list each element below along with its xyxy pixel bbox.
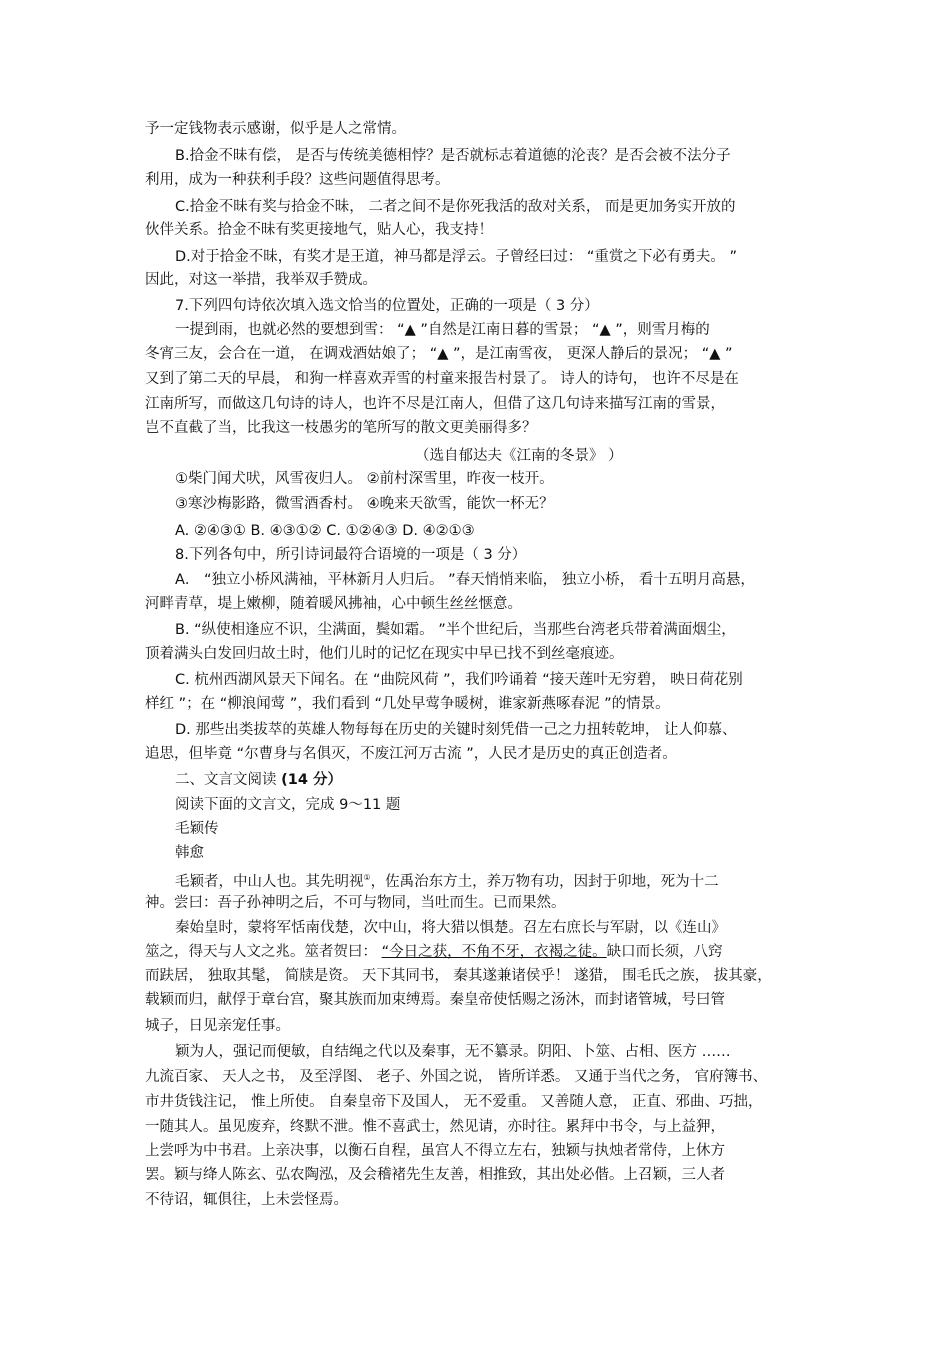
text-line: 河畔青草，堤上嫩柳，随着暖风拂袖，心中顿生丝丝惬意。 <box>145 596 522 612</box>
text-span: ，佐禹治东方土，养万物有功，因封于卯地，死为十二 <box>370 873 719 890</box>
classical-text-line: 神。尝曰：吾子孙神明之后，不可与物同，当吐而生。已而果然。 <box>145 895 566 911</box>
section-title: 二、文言文阅读 <box>175 772 282 788</box>
classical-text-line: 秦始皇时，蒙将军恬南伐楚，次中山，将大猎以惧楚。召左右庶长与军尉，以《连山》 <box>175 920 726 936</box>
classical-text-line: 城子，日见亲宠任事。 <box>145 1018 290 1034</box>
classical-text-line: 九流百家、 天人之书， 及至浮图、 老子、外国之说， 皆所详悉。 又通于当代之务， 官府簿书、 <box>145 1069 768 1085</box>
question-8: 8.下列各句中，所引诗词最符合语境的一项是（ 3 分） <box>175 547 527 563</box>
text-line: 样红 ”；在 “柳浪闻莺 ”，我们看到 “几处早莺争暖树，谁家新燕啄春泥 ”的情景。 <box>145 696 670 712</box>
classical-text-line: 市井货钱注记， 惟上所使。 自秦皇帝下及国人， 无不爱重。 又善随人意， 正直、邪曲、巧拙， <box>145 1094 763 1110</box>
option-c-line: C.拾金不昧有奖与拾金不昧， 二者之间不是你死我活的敌对关系， 而是更加务实开放的 <box>175 199 736 215</box>
source-citation: （选自郁达夫《江南的冬景》 ） <box>415 448 623 464</box>
text-line: 顶着满头白发回归故土时，他们儿时的记忆在现实中早已找不到丝毫痕迹。 <box>145 646 624 662</box>
footnote-marker: ① <box>363 873 371 882</box>
classical-text-line: 不待诏，辄俱往，上未尝怪焉。 <box>145 1192 348 1208</box>
article-title: 毛颖传 <box>175 821 219 837</box>
poem-options-line: ①柴门闻犬吠，风雪夜归人。 ②前村深雪里，昨夜一枝开。 <box>175 471 554 487</box>
text-line: 予一定钱物表示感谢，似乎是人之常情。 <box>145 121 406 137</box>
classical-text-line: 颖为人，强记而便敏，自结绳之代以及秦事，无不纂录。阴阳、卜筮、占相、医方 …… <box>175 1044 731 1060</box>
article-author: 韩愈 <box>175 845 204 861</box>
option-a-line: A． “独立小桥风满袖，平林新月人归后。 ”春天悄悄来临， 独立小桥， 看十五明月高悬， <box>175 572 755 588</box>
classical-text-line: 而趺居， 独取其髦， 简牍是资。 天下其同书， 秦其遂兼诸侯乎！ 遂猎， 围毛氏之族， 拔其豪， <box>145 968 772 984</box>
option-d-line: D. 那些出类拔萃的英雄人物每每在历史的关键时刻凭借一己之力扭转乾坤， 让人仰慕、 <box>175 722 737 738</box>
option-c-line: C. 杭州西湖风景天下闻名。在 “曲院风荷 ”，我们吟诵着 “接天莲叶无穷碧， 映日荷花别 <box>175 672 743 688</box>
classical-text-line: 载颖而归，献俘于章台宫，聚其族而加束缚焉。秦皇帝使恬赐之汤沐，而封诸管城，号曰管 <box>145 992 725 1008</box>
answer-choices: A. ②④③① B. ④③①② C. ①②④③ D. ④②①③ <box>175 523 475 539</box>
option-d-line: D.对于拾金不昧，有奖才是王道，神马都是浮云。子曾经曰过： “重赏之下必有勇夫。 ” <box>175 249 738 265</box>
classical-text-line: 上尝呼为中书君。上亲决事，以衡石自程，虽宫人不得立左右，独颖与执烛者常侍，上休方 <box>145 1143 725 1159</box>
question-7: 7.下列四句诗依次填入选文恰当的位置处，正确的一项是（ 3 分） <box>175 298 599 314</box>
classical-text-line <box>145 942 810 964</box>
section-heading <box>175 770 810 792</box>
option-b-line: B.拾金不昧有偿， 是否与传统美德相悖？是否就标志着道德的沦丧？是否会被不法分子 <box>175 148 731 164</box>
text-line: 因此，对这一举措，我举双手赞成。 <box>145 272 377 288</box>
classical-text-line: 一随其人。虽见废弃，终默不泄。惟不喜武士，然见请，亦时往。累拜中书令，与上益狎， <box>145 1119 725 1135</box>
underlined-sentence: “今日之获，不角不牙，衣褐之徒。 <box>381 944 607 960</box>
passage-line: 又到了第二天的早晨， 和狗一样喜欢弄雪的村童来报告村景了。 诗人的诗句， 也许不尽是在 <box>145 371 739 387</box>
text-span: 缺口而长须，八窍 <box>606 944 723 960</box>
passage-line: 江南所写，而做这几句诗的诗人，也许不尽是江南人，但借了这几句诗来描写江南的雪景， <box>145 396 725 412</box>
option-b-line: B. “纵使相逢应不识，尘满面，鬓如霜。 ”半个世纪后，当那些台湾老兵带着满面烟尘， <box>175 622 736 638</box>
passage-line: 岂不直截了当，比我这一枝愚劣的笔所写的散文更美丽得多？ <box>145 420 537 436</box>
passage-line: 冬宵三友，会合在一道， 在调戏酒姑娘了； “▲ ”，是江南雪夜， 更深人静后的景况； “▲ ” <box>145 346 733 362</box>
text-line: 利用，成为一种获利手段？这些问题值得思考。 <box>145 172 450 188</box>
text-span: 毛颖者，中山人也。其先明视 <box>175 873 364 890</box>
classical-text-line <box>175 868 810 890</box>
section-score: (14 分） <box>281 772 342 788</box>
poem-options-line: ③寒沙梅影路，微雪酒香村。 ④晚来天欲雪，能饮一杯无？ <box>175 496 554 512</box>
passage-line: 一提到雨，也就必然的要想到雪： “▲ ”自然是江南日暮的雪景； “▲ ”，则雪月梅的 <box>175 322 710 338</box>
classical-text-line: 罢。颖与绛人陈玄、弘农陶泓，及会稽褚先生友善，相推致，其出处必偕。上召颖，三人者 <box>145 1167 725 1183</box>
text-line: 伙伴关系。拾金不昧有奖更接地气，贴人心，我支持！ <box>145 222 493 238</box>
instruction-line: 阅读下面的文言文，完成 9～11 题 <box>175 797 401 813</box>
text-span: 筮之，得天与人文之兆。筮者贺曰： <box>145 944 382 960</box>
text-line: 追思，但毕竟 “尔曹身与名俱灭，不废江河万古流 ”，人民才是历史的真正创造者。 <box>145 746 677 762</box>
